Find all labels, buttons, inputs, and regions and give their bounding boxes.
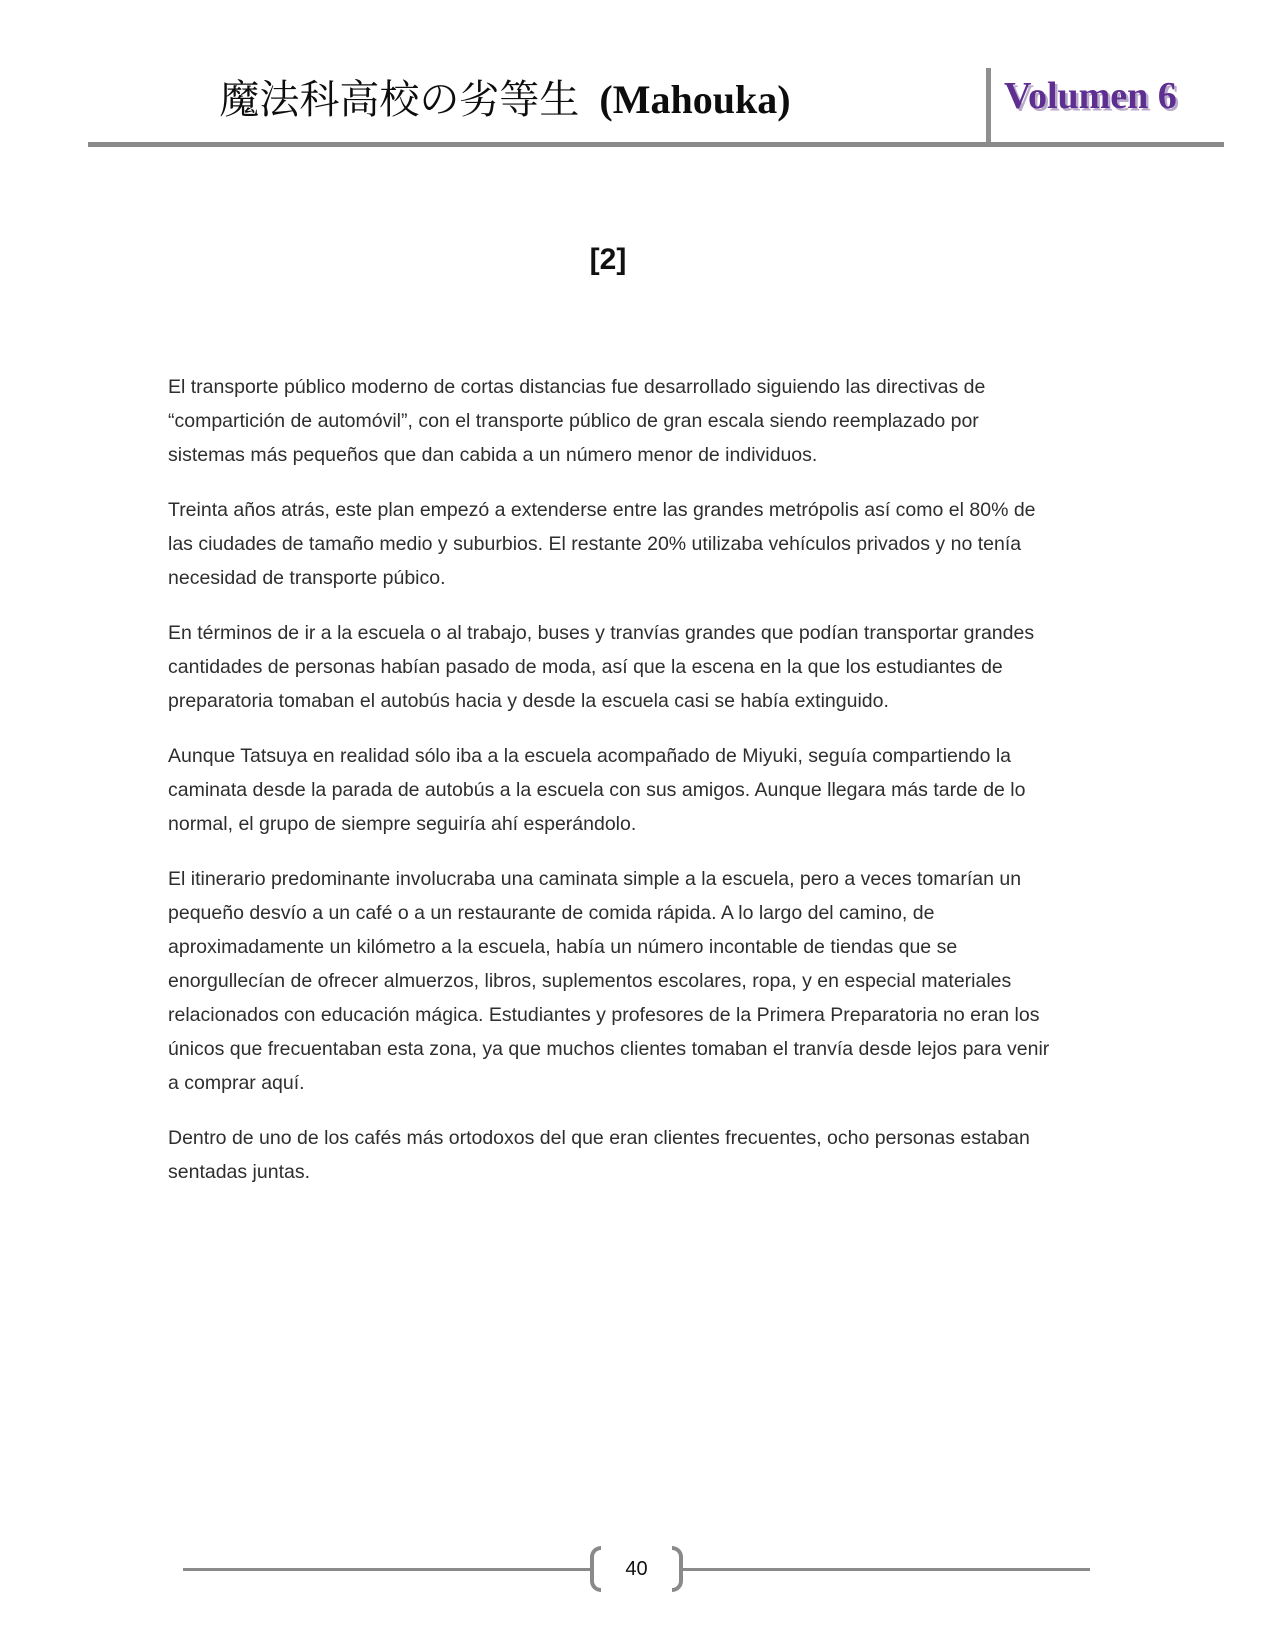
paragraph: Aunque Tatsuya en realidad sólo iba a la escuela acompañado de Miyuki, seguía compartiendo la caminata desde la parada de autobús a la escuela con sus amigos. Aunque llegara más tarde de lo normal, el grupo de siempre seguiría ahí esperándolo. — [168, 745, 1026, 835]
paragraph: Treinta años atrás, este plan empezó a extenderse entre las grandes metrópolis así como el 80% de las ciudades de tamaño medio y suburbios. El restante 20% utilizaba vehículos privados y no tenía necesidad de transporte púbico. — [168, 499, 1036, 589]
page-number-bracket-right — [672, 1546, 683, 1592]
page-number-bracket-left — [590, 1546, 601, 1592]
document-title — [90, 68, 920, 125]
paragraph: El transporte público moderno de cortas distancias fue desarrollado siguiendo las directivas de “compartición de automóvil”, con el transporte público de gran escala siendo reemplazado por sistemas más pequeños que dan cabida a un número menor de individuos. — [168, 376, 986, 466]
footer-rule-left — [183, 1568, 590, 1571]
paragraph: Dentro de uno de los cafés más ortodoxos del que eran clientes frecuentes, ocho personas estaban sentadas juntas. — [168, 1127, 1030, 1183]
page-number: 40 — [625, 1557, 648, 1580]
volume-divider-bar — [986, 68, 991, 146]
page-footer — [183, 1546, 1090, 1592]
paragraph: El itinerario predominante involucraba una caminata simple a la escuela, pero a veces tomarían un pequeño desvío a un café o a un restaurante de comida rápida. A lo largo del camino, de aproximadamente un kilómetro a la escuela, había un número incontable de tiendas que se enorgullecían de ofrecer almuerzos, libros, suplementos escolares, ropa, y en especial materiales relacionados con educación mágica. Estudiantes y profesores de la Primera Preparatoria no eran los únicos que frecuentaban esta zona, ya que muchos clientes tomaban el tranvía desde lejos para venir a comprar aquí. — [168, 868, 1050, 1094]
document-title-japanese: 魔法科高校の劣等生 — [219, 77, 580, 122]
body-text — [168, 370, 1052, 1210]
header-rule — [88, 142, 1224, 147]
volume-label: Volumen 6 — [1004, 75, 1177, 117]
chapter-heading: [2] — [589, 243, 627, 276]
footer-rule-right — [683, 1568, 1090, 1571]
document-title-romaji: (Mahouka) — [599, 77, 791, 122]
paragraph: En términos de ir a la escuela o al trabajo, buses y tranvías grandes que podían transportar grandes cantidades de personas habían pasado de moda, así que la escena en la que los estudiantes de preparatoria tomaban el autobús hacia y desde la escuela casi se había extinguido. — [168, 622, 1035, 712]
